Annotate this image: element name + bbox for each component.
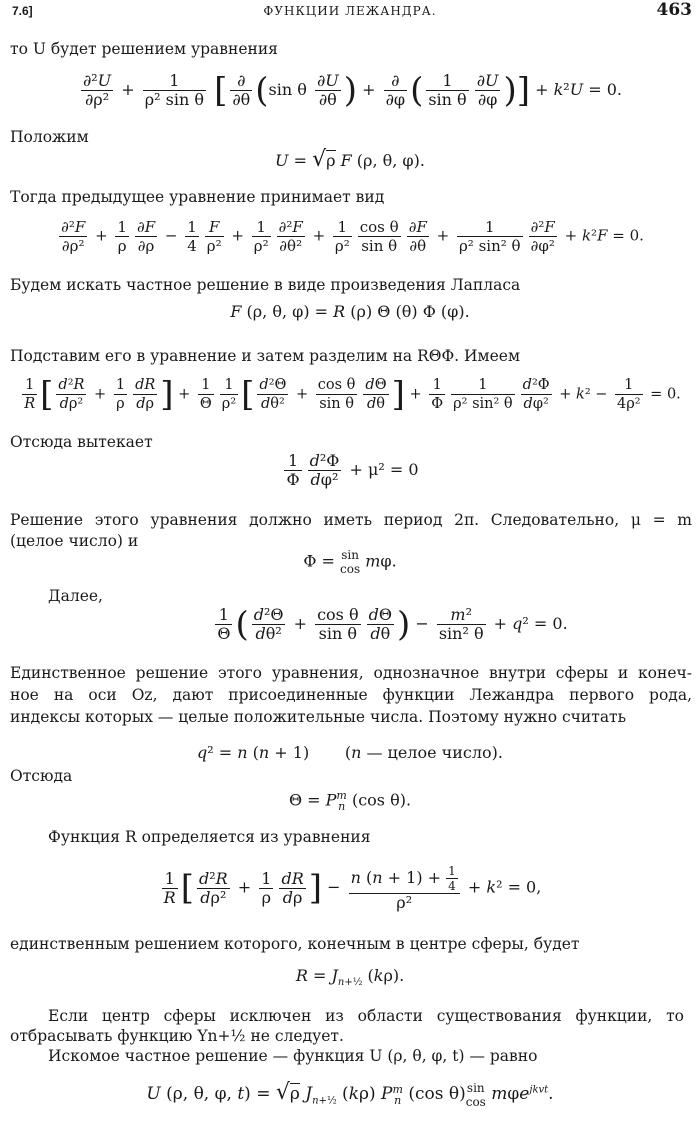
paragraph-9: Далее, [48,587,103,605]
paragraph-18: Искомое частное решение — функция U (ρ, θ, φ, t) — равно [48,1047,538,1065]
paragraph-16: Если центр сферы исключен из области существования функции, то [48,1007,684,1025]
paragraph-7: Решение этого уравнения должно иметь период 2π. Следовательно, μ = m [10,511,692,529]
paragraph-8: (целое число) и [10,532,139,550]
paragraph-2: Положим [10,128,89,146]
paragraph-5: Подставим его в уравнение и затем разделим на RΘΦ. Имеем [10,347,521,365]
paragraph-4: Будем искать частное решение в виде произведения Лапласа [10,276,521,294]
paragraph-11: ное на оси Oz, дают присоединенные функции Лежандра первого рода, [10,686,692,704]
paragraph-12: индексы которых — целые положительные числа. Поэтому нужно считать [10,708,627,726]
equation-9: q² = n (n + 1) (n — целое число). [197,743,503,762]
section-number: 7.6] [12,4,33,18]
equation-11: $\frac{1}{R}$ [ $\frac{\text{d²R}}{\text{dρ²}}$ + $\frac{1}{\rho}$ $\frac{dR}{d\rho}$ ] − n (n + 1) + $\frac{1}{4}$ ρ² + k² = 0, [163,864,542,912]
equation-1: $\frac{\text{∂²U}}{\text{∂ρ²}}$ + $\frac{1}{\text{ρ² sin θ}}$ [ $\frac{\partial}{\partial\theta}$ (sin θ $\frac{\partial U}{\partial\theta}$ ) + $\frac{\partial}{\partial\varphi}$ ( $\frac{1}{\text{sin θ}}$ $\frac{\partial U}{\partial\varphi}$ )] + k²U = 0. [82,70,623,111]
paragraph-10: Единственное решение этого уравнения, однозначное внутри сферы и конеч- [10,664,692,682]
paragraph-13: Отсюда [10,767,73,785]
paragraph-1: то U будет решением уравнения [10,40,278,58]
equation-8: $\frac{1}{\Theta}$ ( $\frac{\text{d²Θ}}{\text{dθ²}}$ + $\frac{\text{cos θ}}{\text{sin θ}}$ $\frac{d\Theta}{d\theta}$ ) − $\frac{\text{m²}}{\text{sin² θ}}$ + q² = 0. [217,604,568,645]
equation-3: $\frac{\text{∂²F}}{\text{∂ρ²}}$ + $\frac{1}{\rho}$ $\frac{\partial F}{\partial\rho}$ − $\frac{1}{4}$ $\frac{F}{\text{ρ²}}$ + $\frac{1}{\text{ρ²}}$ $\frac{\text{∂²F}}{\text{∂θ²}}$ + $\frac{1}{\text{ρ²}}$ $\frac{\text{cos θ}}{\text{sin θ}}$ $\frac{\partial F}{\partial\theta}$ + $\frac{1}{\text{ρ² sin² θ}}$ $\frac{\text{∂²F}}{\text{∂φ²}}$ + k²F = 0. [61,218,644,255]
equation-12: $R = J_{n+\frac{1}{2}}$ (kρ). [295,966,405,989]
equation-4: F (ρ, θ, φ) = R (ρ) Θ (θ) Φ (φ). [230,302,470,321]
equation-6: $\frac{1}{\Phi}$ $\frac{\text{d²Φ}}{\text{dφ²}}$ + μ² = 0 [286,451,419,489]
paragraph-14: Функция R определяется из уравнения [48,828,371,846]
equation-5: $\frac{1}{R}$ [ $\frac{\text{d²R}}{\text{dρ²}}$ + $\frac{1}{\rho}$ $\frac{dR}{d\rho}$ ] + $\frac{1}{\Theta}$ $\frac{1}{\text{ρ²}}$ [ $\frac{\text{d²Θ}}{\text{dθ²}}$ + $\frac{\text{cos θ}}{\text{sin θ}}$ $\frac{d\Theta}{d\theta}$ ] + $\frac{1}{\Phi}$ $\frac{1}{\text{ρ² sin² θ}}$ $\frac{\text{d²Φ}}{\text{dφ²}}$ + k² − $\frac{1}{\text{4ρ²}}$ = 0. [24,374,681,415]
equation-13: U (ρ, θ, φ, t) = √ρ $J_{n+\frac{1}{2}}$ (kρ) Pm n (cos θ)sin cos mφe$^{jkvt}$. [146,1080,554,1109]
equation-10: Θ = Pm n (cos θ). [288,789,412,813]
paragraph-3: Тогда предыдущее уравнение принимает вид [10,188,385,206]
paragraph-15: единственным решением которого, конечным в центре сферы, будет [10,935,580,953]
paragraph-17: отбрасывать функцию Yn+½ не следует. [10,1027,344,1045]
page-number: 463 [656,0,692,20]
equation-2: U = √ρ F (ρ, θ, φ). [275,147,425,172]
paragraph-6: Отсюда вытекает [10,433,153,451]
equation-7: Φ = sin cos mφ. [303,548,397,576]
running-title: ФУНКЦИИ ЛЕЖАНДРА. [263,4,437,18]
